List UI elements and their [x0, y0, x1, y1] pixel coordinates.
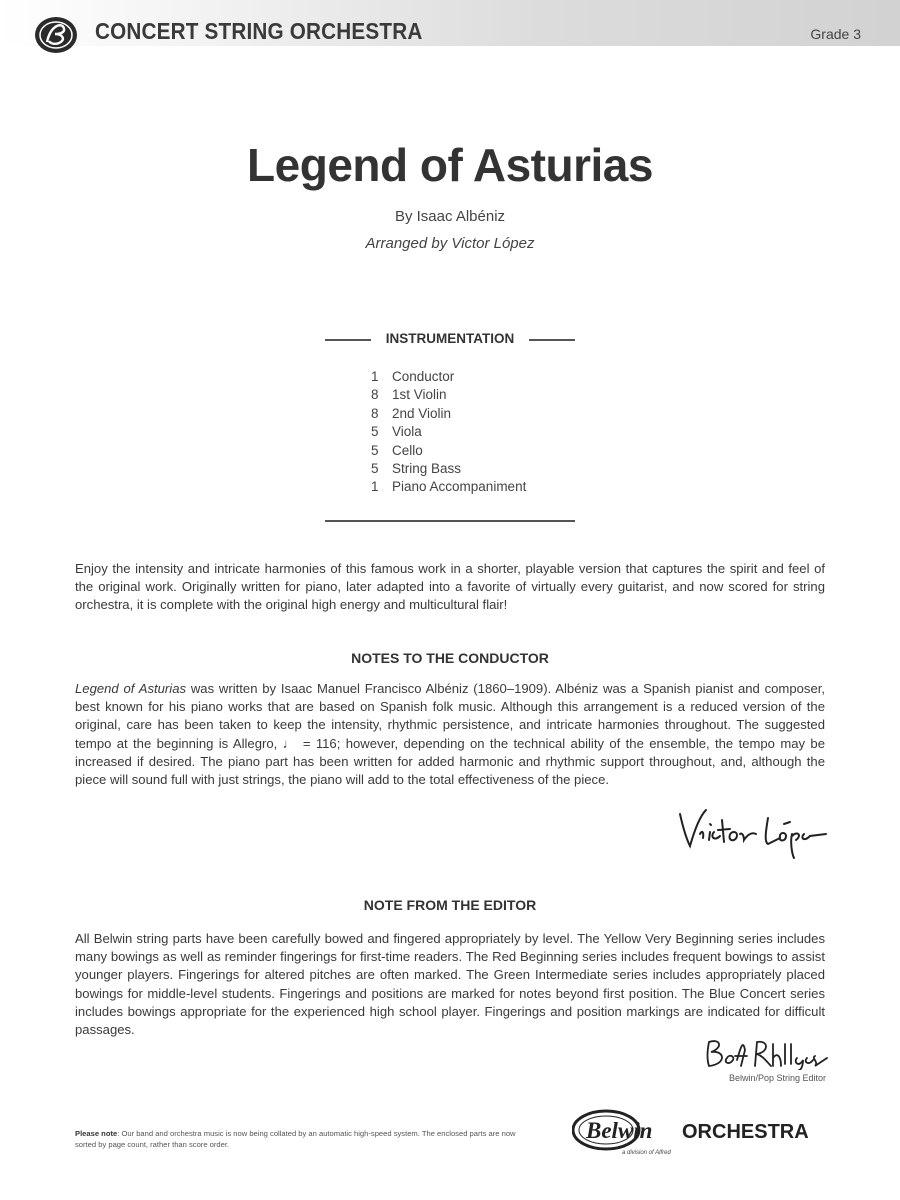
part-name: Conductor — [392, 369, 455, 384]
instrumentation-heading — [325, 330, 575, 350]
editor-signer-title: Belwin/Pop String Editor — [728, 1073, 826, 1083]
footer-note-label: Please note — [75, 1129, 118, 1138]
part-name: Cello — [392, 442, 423, 458]
intro-paragraph: Enjoy the intensity and intricate harmonies of this famous work in a shorter, playable version that captures the spirit and feel of the original work. Originally written for piano, later adapted into a favorite of virtually every guitarist, and now scored for string orchestra, it is complete with the original high energy and multicultural flair! — [75, 561, 825, 613]
footer-note-text: : Our band and orchestra music is now being collated by an automatic high-speed system. The enclosed parts are now sorted by page count, rather than score order. — [75, 1129, 516, 1149]
part-quantity: 5 — [371, 460, 379, 476]
instrumentation-heading-text: INSTRUMENTATION — [385, 331, 515, 346]
arranger-credit: Arranged by Victor López — [365, 235, 535, 252]
footer-note — [75, 1128, 525, 1150]
instrumentation-list — [371, 369, 526, 498]
part-quantity: 1 — [371, 479, 379, 495]
part-name: Viola — [392, 424, 422, 440]
editor-heading: NOTE FROM THE EDITOR — [363, 897, 537, 913]
brand-tagline: a division of Alfred — [622, 1150, 671, 1156]
notes-piece-title: Legend of Asturias — [75, 681, 187, 696]
part-quantity: 1 — [371, 369, 379, 384]
list-item — [371, 369, 526, 387]
brand-suffix: ORCHESTRA — [682, 1121, 809, 1143]
part-quantity: 8 — [371, 387, 379, 403]
belwin-b-logo-icon — [33, 14, 79, 56]
grade-label: Grade 3 — [810, 26, 861, 42]
belwin-orchestra-logo — [572, 1108, 830, 1158]
composer-credit: By Isaac Albéniz — [394, 208, 506, 225]
notes-text-part-1: was written by Isaac Manuel Francisco Albéniz (1860–1909). Albéniz was a Spanish pianist and composer, best known for his piano works that are based on Spanish folk music. Although this arrangement is a reduced version of the original, care has been taken to keep the intensity, rhythmic persistence, and intricate harmonies throughout. The suggested tempo at the beginning is Allegro, — [75, 681, 825, 751]
editor-signature — [703, 1036, 829, 1070]
part-quantity: 5 — [371, 442, 379, 458]
list-item — [371, 387, 526, 405]
list-item — [371, 443, 526, 461]
piece-title: Legend of Asturias — [247, 139, 653, 191]
series-name: CONCERT STRING ORCHESTRA — [95, 18, 423, 44]
list-item — [371, 424, 526, 442]
list-item — [371, 406, 526, 424]
part-name: 1st Violin — [392, 387, 447, 403]
part-name: 2nd Violin — [392, 405, 452, 421]
notes-text-part-2: = 116; however, depending on the technical ability of the ensemble, the tempo may be increased if desired. The piano part has been written for added harmonic and rhythmic support throughout, and, although the piece will sound full with just strings, the piano will add to the total effectiveness of the piece. — [75, 735, 825, 788]
list-item — [371, 461, 526, 479]
arranger-signature — [676, 802, 828, 862]
notes-paragraph — [75, 680, 825, 789]
quarter-note-icon: ♩ — [282, 735, 298, 751]
notes-heading: NOTES TO THE CONDUCTOR — [351, 650, 549, 666]
brand-name: Belwin — [586, 1118, 653, 1143]
list-item — [371, 479, 526, 497]
part-quantity: 8 — [371, 405, 379, 421]
instrumentation-bottom-rule — [325, 520, 575, 522]
heading-rule-right — [529, 339, 575, 341]
part-name: Piano Accompaniment — [392, 479, 527, 495]
part-quantity: 5 — [371, 424, 379, 440]
editor-paragraph: All Belwin string parts have been carefully bowed and fingered appropriately by level. The Yellow Very Beginning series includes many bowings as well as reminder fingerings for first-time readers. The Red Beginning series includes frequent bowings to assist younger players. Fingerings for altered pitches are often marked. The Green Intermediate series includes appropriately placed bowings for middle-level students. Fingerings and positions are marked for notes beyond first position. The Blue Concert series includes bowings appropriate for the experienced high school player. Fingerings and position markings are indicated for difficult passages. — [75, 931, 825, 1038]
part-name: String Bass — [392, 460, 462, 476]
